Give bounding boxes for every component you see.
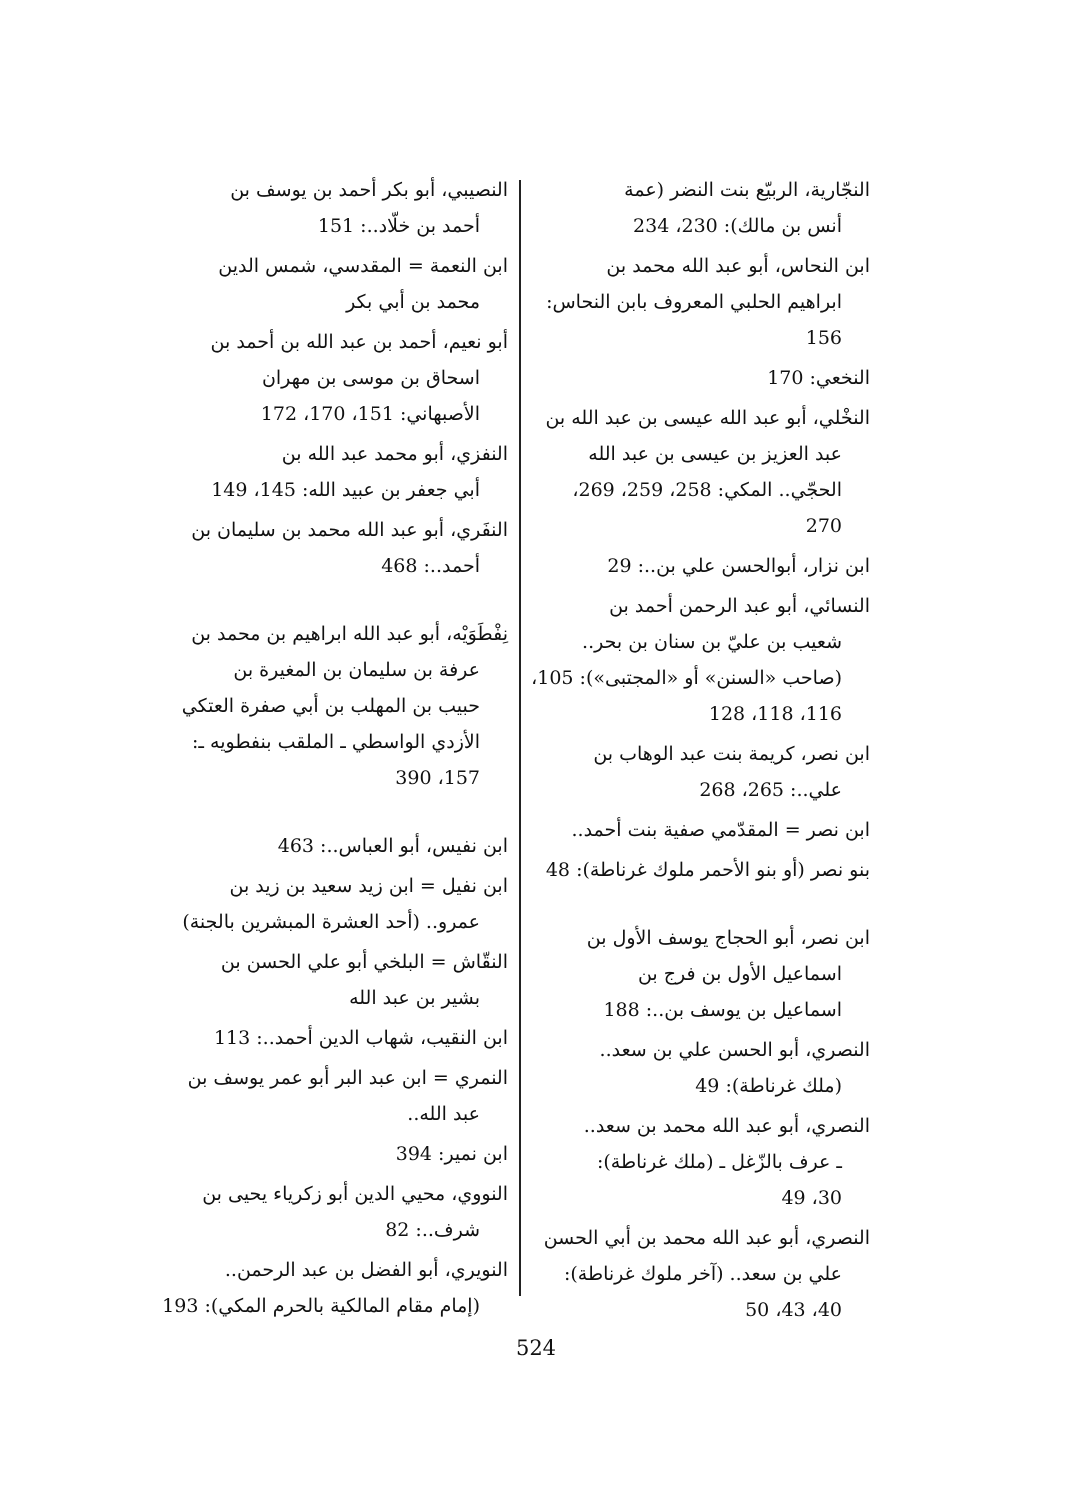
index-entry	[522, 1032, 870, 1104]
index-entry	[160, 512, 508, 584]
entry-continuation-line: علي بن سعد.. (آخر ملوك غرناطة):	[563, 1263, 842, 1285]
index-entry	[160, 324, 508, 432]
entry-spacer	[160, 800, 508, 828]
page-number: 524	[515, 1336, 557, 1360]
entry-headword-line: نِفْطَوَيْه، أبو عبد الله ابراهيم بن محمد بن	[191, 623, 508, 645]
entry-spacer	[160, 588, 508, 616]
entry-headword-line: ابن النعمة = المقدسي، شمس الدين	[218, 255, 508, 277]
index-entry	[522, 1220, 870, 1328]
entry-headword-line: ابن نمير: 394	[395, 1143, 508, 1165]
index-column-right	[522, 172, 870, 1332]
entry-headword-line: النويري، أبو الفضل بن عبد الرحمن..	[224, 1259, 508, 1281]
entry-continuation-line: الأزدي الواسطي ـ الملقب بنفطويه ـ:	[192, 731, 480, 753]
index-entry	[522, 812, 870, 848]
entry-continuation-line: أحمد..: 468	[381, 555, 480, 577]
index-entry	[160, 1176, 508, 1248]
entry-continuation-line: (ملك غرناطة): 49	[695, 1075, 842, 1097]
entry-continuation-line: الحجّي.. المكي: 258، 259، 269،	[572, 479, 842, 501]
index-entry	[160, 436, 508, 508]
index-entry	[522, 852, 870, 888]
index-entry	[522, 736, 870, 808]
index-entry	[160, 828, 508, 864]
entry-continuation-line: اسحاق بن موسى بن مهران	[261, 367, 480, 389]
entry-headword-line: ابن نفيل = ابن زيد سعيد بن زيد بن	[229, 875, 508, 897]
entry-headword-line: ابن نصر، كريمة بنت عبد الوهاب بن	[593, 743, 870, 765]
entry-headword-line: النفَري، أبو عبد الله محمد بن سليمان بن	[191, 519, 508, 541]
column-divider	[519, 180, 521, 1296]
entry-headword-line: النجّارية، الربيّع بنت النضر (عمة	[624, 179, 870, 201]
entry-headword-line: النصيبي، أبو بكر أحمد بن يوسف بن	[230, 179, 508, 201]
entry-headword-line: بنو نصر (أو بنو الأحمر ملوك غرناطة): 48	[545, 859, 870, 881]
entry-headword-line: النمري = ابن عبد البر أبو عمر يوسف بن	[187, 1067, 508, 1089]
entry-headword-line: النفزي، أبو محمد عبد الله بن	[281, 443, 508, 465]
index-entry	[522, 248, 870, 356]
index-entry	[160, 248, 508, 320]
entry-headword-line: النخعي: 170	[767, 367, 870, 389]
entry-continuation-line: الأصبهاني: 151، 170، 172	[260, 403, 480, 425]
entry-headword-line: ابن النحاس، أبو عبد الله محمد بن	[606, 255, 870, 277]
entry-continuation-line: 30، 49	[781, 1187, 842, 1209]
index-entry	[522, 548, 870, 584]
entry-headword-line: ابن نفيس، أبو العباس..: 463	[277, 835, 508, 857]
entry-continuation-line: عبد العزيز بن عيسى بن عبد الله	[588, 443, 842, 465]
entry-headword-line: ابن نصر، أبو الحجاج يوسف الأول بن	[586, 927, 870, 949]
entry-headword-line: أبو نعيم، أحمد بن عبد الله بن أحمد بن	[210, 331, 508, 353]
index-entry	[522, 920, 870, 1028]
entry-continuation-line: 40، 43، 50	[745, 1299, 842, 1321]
index-entry	[160, 1252, 508, 1324]
entry-continuation-line: أحمد بن خلّاد..: 151	[317, 215, 480, 237]
entry-continuation-line: اسماعيل الأول بن فرج بن	[637, 963, 842, 985]
entry-continuation-line: (إمام مقام المالكية بالحرم المكي): 193	[162, 1295, 480, 1317]
entry-continuation-line: أبي جعفر بن عبيد الله: 145، 149	[211, 479, 480, 501]
entry-headword-line: النصري، أبو عبد الله محمد بن أبي الحسن	[543, 1227, 870, 1249]
entry-continuation-line: (صاحب «السنن» أو «المجتبى»): 105،	[531, 667, 842, 689]
index-entry	[160, 1136, 508, 1172]
entry-continuation-line: 157، 390	[395, 767, 480, 789]
index-entry	[160, 868, 508, 940]
index-entry	[160, 944, 508, 1016]
entry-continuation-line: علي..: 265، 268	[699, 779, 842, 801]
entry-continuation-line: أنس بن مالك): 230، 234	[633, 215, 842, 237]
index-entry	[522, 400, 870, 544]
entry-headword-line: النصري، أبو عبد الله محمد بن سعد..	[583, 1115, 870, 1137]
entry-continuation-line: شرف..: 82	[385, 1219, 480, 1241]
entry-headword-line: النصري، أبو الحسن علي بن سعد..	[599, 1039, 870, 1061]
index-entry	[160, 172, 508, 244]
entry-continuation-line: محمد بن أبي بكر	[346, 291, 480, 313]
entry-headword-line: النووي، محيي الدين أبو زكرياء يحيى بن	[202, 1183, 508, 1205]
index-entry	[522, 1108, 870, 1216]
index-entry	[522, 360, 870, 396]
entry-continuation-line: عمرو.. (أحد العشرة المبشرين بالجنة)	[182, 911, 480, 933]
entry-headword-line: النقّاش = البلخي أبو علي الحسن بن	[220, 951, 508, 973]
index-entry	[160, 616, 508, 796]
entry-continuation-line: بشير بن عبد الله	[349, 987, 480, 1009]
entry-continuation-line: 270	[805, 515, 842, 537]
entry-continuation-line: ابراهيم الحلبي المعروف بابن النحاس:	[546, 291, 842, 313]
entry-spacer	[522, 892, 870, 920]
entry-headword-line: النخْلي، أبو عبد الله عيسى بن عبد الله بن	[545, 407, 870, 429]
entry-headword-line: ابن نزار، أبوالحسن علي بن..: 29	[607, 555, 870, 577]
entry-continuation-line: عبد الله..	[407, 1103, 480, 1125]
index-entry	[522, 588, 870, 732]
entry-continuation-line: حبيب بن المهلب بن أبي صفرة العتكي	[181, 695, 480, 717]
entry-headword-line: النسائي، أبو عبد الرحمن أحمد بن	[609, 595, 870, 617]
entry-headword-line: ابن نصر = المقدّمي صفية بنت أحمد..	[571, 819, 870, 841]
index-entry	[160, 1060, 508, 1132]
index-column-left	[160, 172, 508, 1328]
entry-continuation-line: اسماعيل بن يوسف بن..: 188	[603, 999, 842, 1021]
entry-continuation-line: عرفة بن سليمان بن المغيرة بن	[233, 659, 480, 681]
entry-headword-line: ابن النقيب، شهاب الدين أحمد..: 113	[213, 1027, 508, 1049]
index-entry	[160, 1020, 508, 1056]
entry-continuation-line: شعيب بن عليّ بن سنان بن بحر..	[582, 631, 842, 653]
entry-continuation-line: 156	[805, 327, 842, 349]
entry-continuation-line: 116، 118، 128	[708, 703, 842, 725]
index-entry	[522, 172, 870, 244]
entry-continuation-line: ـ عرف بالزّغل ـ (ملك غرناطة):	[596, 1151, 842, 1173]
